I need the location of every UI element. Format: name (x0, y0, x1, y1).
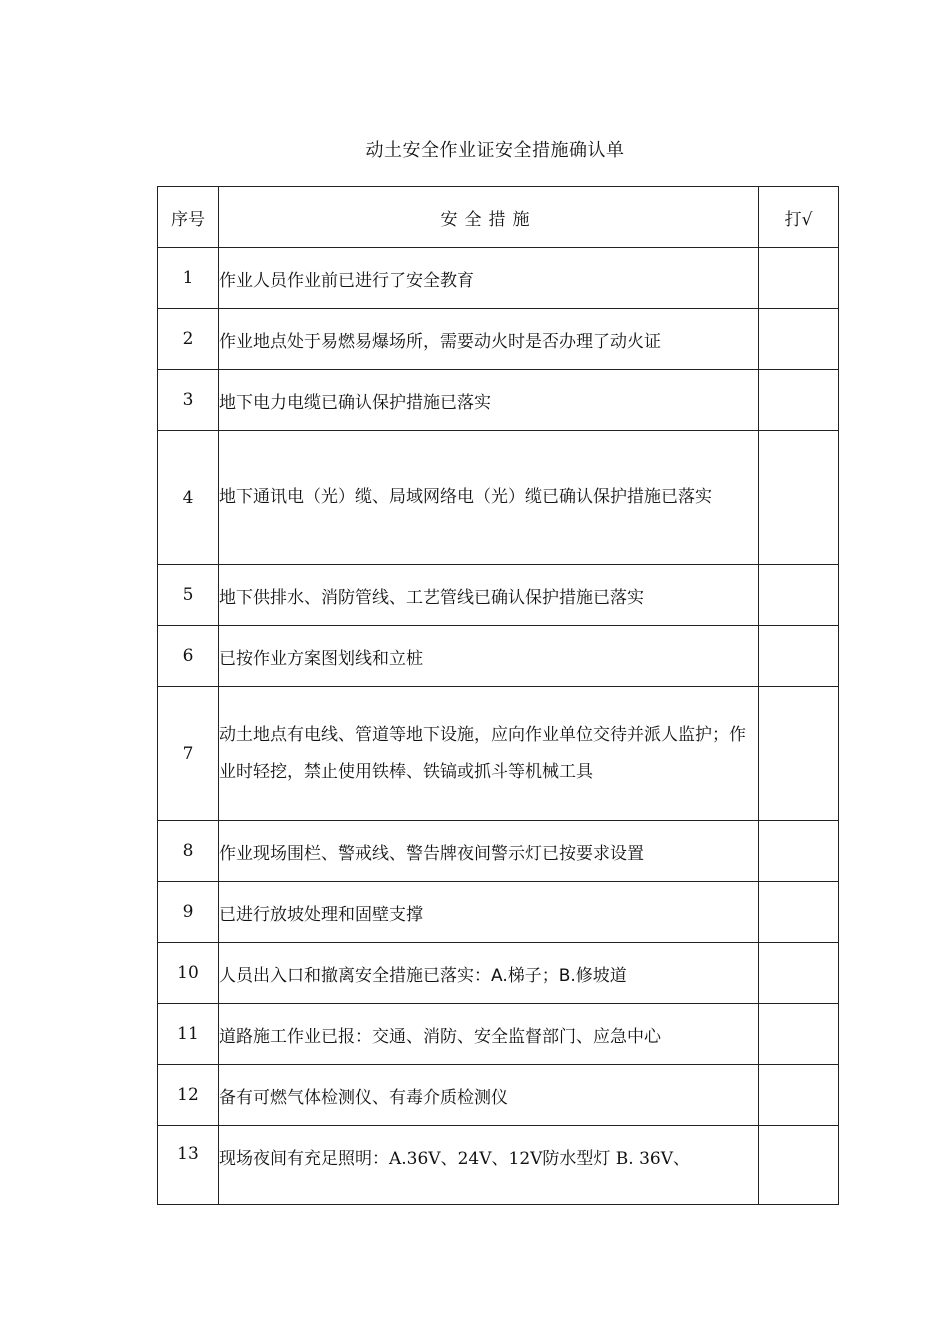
row-measure: 人员出入口和撤离安全措施已落实：A.梯子；B.修坡道 (219, 943, 759, 1004)
row-check-cell[interactable] (759, 1004, 839, 1065)
row-index: 5 (158, 565, 219, 626)
row-measure-text: 动土地点有电线、管道等地下设施，应向作业单位交待并派人监护；作业时轻挖，禁止使用铁棒、铁镐或抓斗等机械工具 (219, 724, 746, 782)
row-index: 11 (158, 1004, 219, 1065)
row-measure (219, 1126, 759, 1205)
table-row (158, 943, 839, 1004)
row-index: 12 (158, 1065, 219, 1126)
row-index: 7 (158, 687, 219, 821)
safety-measures-table (157, 186, 839, 1205)
row-index: 9 (158, 882, 219, 943)
row-check-cell[interactable] (759, 821, 839, 882)
row-measure: 作业人员作业前已进行了安全教育 (219, 248, 759, 309)
row-check-cell[interactable] (759, 565, 839, 626)
row-measure: 备有可燃气体检测仪、有毒介质检测仪 (219, 1065, 759, 1126)
table-row (158, 1126, 839, 1205)
table-row (158, 821, 839, 882)
row-check-cell[interactable] (759, 943, 839, 1004)
row-index: 10 (158, 943, 219, 1004)
row-measure (219, 431, 759, 565)
row-check-cell[interactable] (759, 309, 839, 370)
row-check-cell[interactable] (759, 248, 839, 309)
row-check-cell[interactable] (759, 370, 839, 431)
row-check-cell[interactable] (759, 882, 839, 943)
table-row (158, 1065, 839, 1126)
row-measure: 地下供排水、消防管线、工艺管线已确认保护措施已落实 (219, 565, 759, 626)
table-row (158, 882, 839, 943)
row-check-cell[interactable] (759, 687, 839, 821)
page-title: 动土安全作业证安全措施确认单 (365, 140, 625, 161)
row-measure: 作业地点处于易燃易爆场所，需要动火时是否办理了动火证 (219, 309, 759, 370)
row-measure: 道路施工作业已报：交通、消防、安全监督部门、应急中心 (219, 1004, 759, 1065)
row-check-cell[interactable] (759, 1065, 839, 1126)
table-row (158, 1004, 839, 1065)
table-row (158, 431, 839, 565)
row-measure (219, 687, 759, 821)
row-index: 1 (158, 248, 219, 309)
row-measure: 地下电力电缆已确认保护措施已落实 (219, 370, 759, 431)
row-index: 4 (158, 431, 219, 565)
table-row (158, 626, 839, 687)
row-measure-text: 地下通讯电（光）缆、局域网络电（光）缆已确认保护措施已落实 (219, 487, 712, 507)
table-row (158, 309, 839, 370)
table-row (158, 370, 839, 431)
row-check-cell[interactable] (759, 626, 839, 687)
table-row (158, 687, 839, 821)
table-row (158, 565, 839, 626)
row-measure: 已进行放坡处理和固壁支撑 (219, 882, 759, 943)
header-check: 打√ (759, 187, 839, 248)
row-index: 2 (158, 309, 219, 370)
table-row (158, 248, 839, 309)
table-header-row (158, 187, 839, 248)
row-index: 8 (158, 821, 219, 882)
row-check-cell[interactable] (759, 431, 839, 565)
row-index: 13 (158, 1126, 219, 1205)
header-measure: 安全措施 (219, 187, 759, 248)
row-check-cell[interactable] (759, 1126, 839, 1205)
row-index: 6 (158, 626, 219, 687)
row-measure: 作业现场围栏、警戒线、警告牌夜间警示灯已按要求设置 (219, 821, 759, 882)
row-index: 3 (158, 370, 219, 431)
row-measure-text: 现场夜间有充足照明：A.36V、24V、12V防水型灯 B. 36V、 (219, 1149, 691, 1169)
row-measure: 已按作业方案图划线和立桩 (219, 626, 759, 687)
header-index: 序号 (158, 187, 219, 248)
